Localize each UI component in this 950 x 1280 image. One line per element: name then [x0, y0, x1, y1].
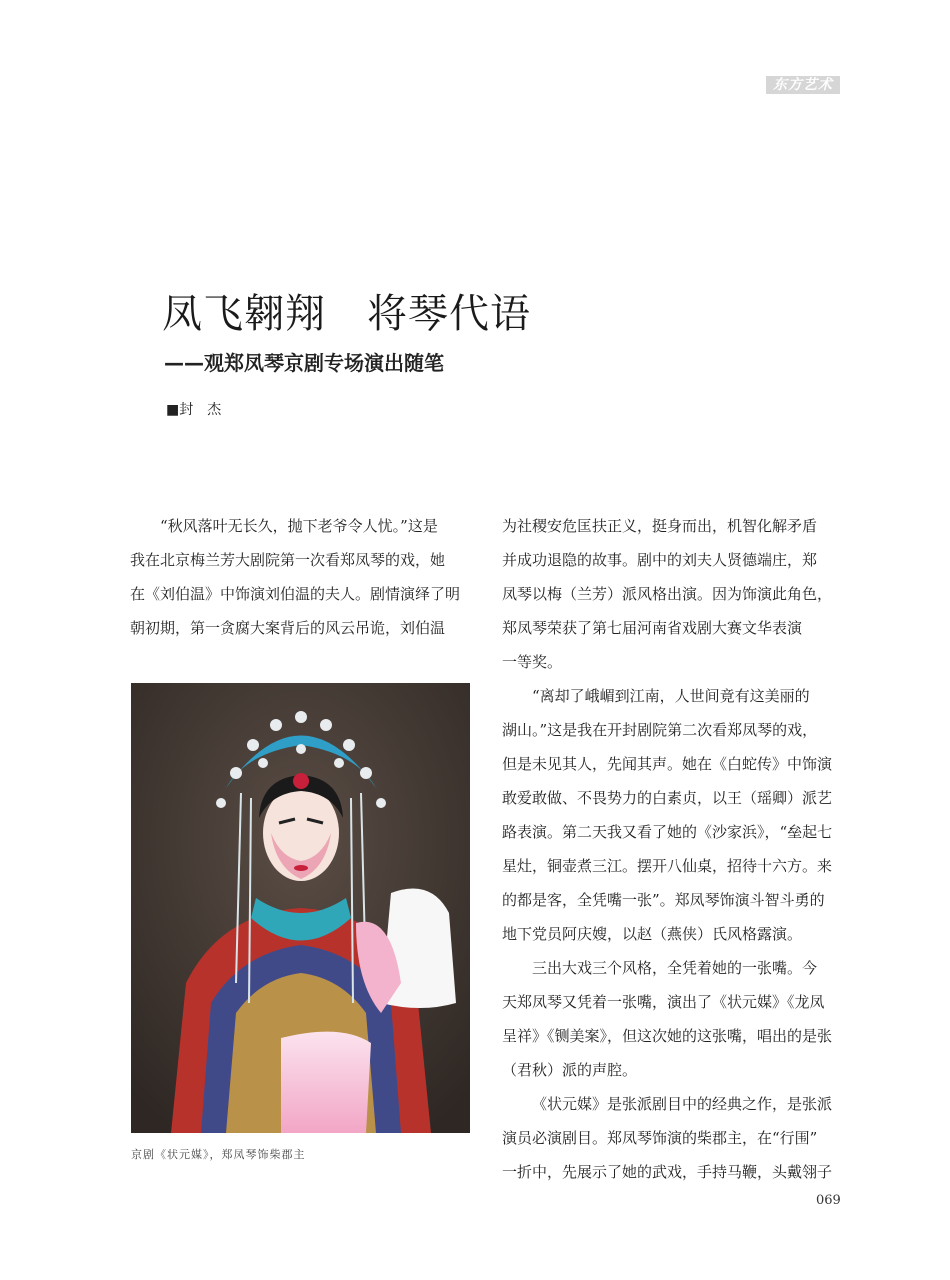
section-badge: 东方艺术: [766, 76, 840, 94]
text-line: 《状元媒》是张派剧目中的经典之作，是张派: [532, 1095, 833, 1113]
text-line: 一等奖。: [502, 653, 563, 671]
right-paragraph-4: [502, 1087, 842, 1189]
text-line: 并成功退隐的故事。剧中的刘夫人贤德端庄，郑: [502, 551, 818, 569]
performer-illustration: [131, 683, 470, 1133]
text-line: （君秋）派的声腔。: [502, 1061, 638, 1079]
text-line: 凤琴以梅（兰芳）派风格出演。因为饰演此角色，: [502, 585, 833, 603]
text-line: “离却了峨嵋到江南，人世间竟有这美丽的: [532, 687, 810, 705]
text-line: 路表演。第二天我又看了她的《沙家浜》，“垒起七: [502, 823, 833, 841]
text-line: 敢爱敢做、不畏势力的白素贞，以王（瑶卿）派艺: [502, 789, 833, 807]
right-paragraph-3: [502, 951, 842, 1087]
left-paragraph-1: [130, 509, 472, 645]
text-line: 郑凤琴荣获了第七届河南省戏剧大赛文华表演: [502, 619, 803, 637]
article-subtitle: ——观郑凤琴京剧专场演出随笔: [164, 351, 444, 375]
text-line: 湖山。”这是我在开封剧院第二次看郑凤琴的戏，: [502, 721, 818, 739]
text-line: 但是未见其人，先闻其声。她在《白蛇传》中饰演: [502, 755, 833, 773]
text-line: 三出大戏三个风格，全凭着她的一张嘴。今: [532, 959, 818, 977]
page-number: 069: [816, 1193, 841, 1208]
photo-caption: 京剧《状元媒》，郑凤琴饰柴郡主: [131, 1148, 306, 1161]
text-line: 朝初期，第一贪腐大案背后的风云吊诡，刘伯温: [130, 619, 446, 637]
text-line: 一折中，先展示了她的武戏，手持马鞭，头戴翎子: [502, 1163, 833, 1181]
text-line: 呈祥》《铡美案》，但这次她的这张嘴，唱出的是张: [502, 1027, 833, 1045]
text-line: 天郑凤琴又凭着一张嘴，演出了《状元媒》《龙凤: [502, 993, 825, 1011]
text-line: 为社稷安危匡扶正义，挺身而出，机智化解矛盾: [502, 517, 818, 535]
right-paragraph-2: [502, 679, 842, 951]
text-line: 演员必演剧目。郑凤琴饰演的柴郡主，在“行围”: [502, 1129, 818, 1147]
opera-performer-photo: [131, 683, 470, 1133]
text-line: 地下党员阿庆嫂，以赵（燕侠）氏风格露演。: [502, 925, 803, 943]
article-title: 凤飞翱翔 将琴代语: [162, 291, 531, 337]
text-line: 的都是客，全凭嘴一张”。郑凤琴饰演斗智斗勇的: [502, 891, 825, 909]
text-line: 我在北京梅兰芳大剧院第一次看郑凤琴的戏，她: [130, 551, 446, 569]
right-paragraph-1: [502, 509, 842, 679]
text-line: 在《刘伯温》中饰演刘伯温的夫人。剧情演绎了明: [130, 585, 461, 603]
text-line: 星灶，铜壶煮三江。摆开八仙桌，招待十六方。来: [502, 857, 833, 875]
article-author: ■封 杰: [166, 402, 222, 418]
text-line: “秋风落叶无长久，抛下老爷令人忧。”这是: [160, 517, 438, 535]
